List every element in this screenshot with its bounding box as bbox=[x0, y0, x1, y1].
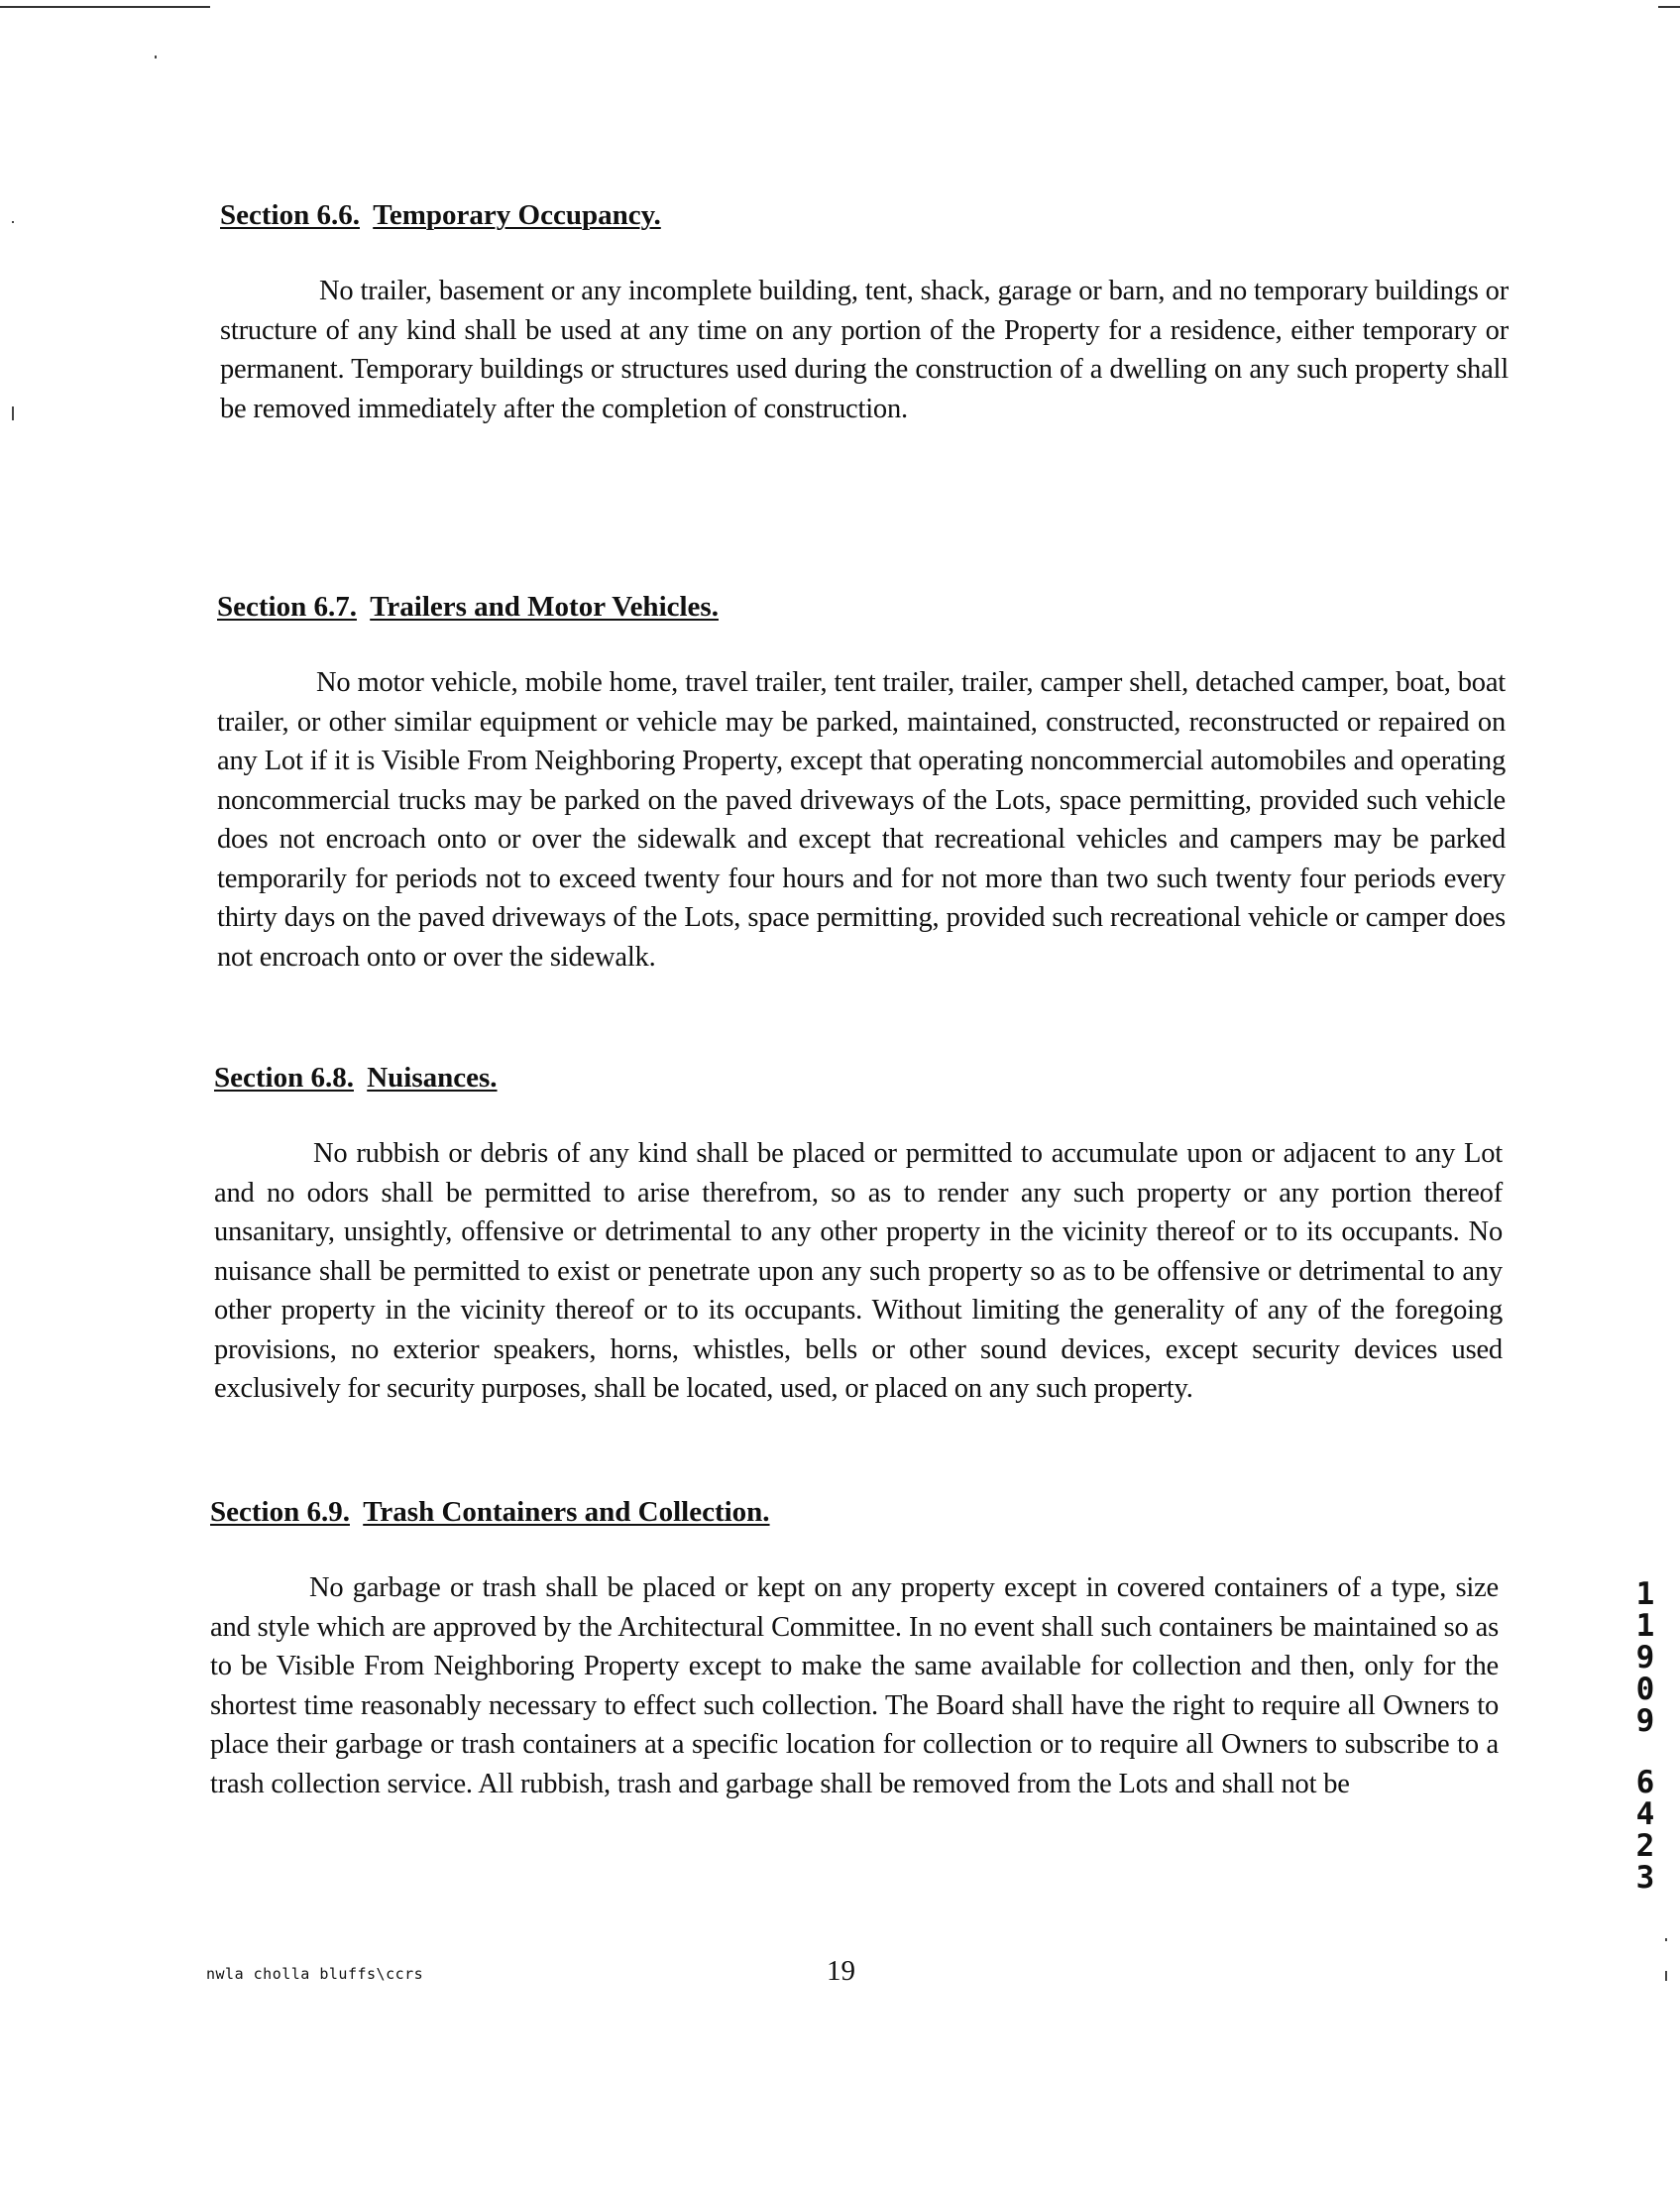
scan-speck bbox=[1665, 1938, 1667, 1941]
section-number: Section 6.7. bbox=[217, 591, 357, 623]
section-number: Section 6.6. bbox=[220, 199, 360, 231]
section-body: No motor vehicle, mobile home, travel trailer, tent trailer, trailer, camper shell, detached camper, boat, boat trailer, or other similar equipment or vehicle may be parked, maintained, constructed, reconstructed or repaired on any Lot if it is Visible From Neighboring Property, except that operating noncommercial automobiles and operating noncommercial trucks may be parked on the paved driveways of the Lots, space permitting, provided such vehicle does not encroach onto or over the sidewalk and except that recreational vehicles and campers may be parked temporarily for periods not to exceed twenty four hours and for not more than two such twenty four periods every thirty days on the paved driveways of the Lots, space permitting, provided such recreational vehicle or camper does not encroach onto or over the sidewalk. bbox=[217, 667, 1506, 973]
stamp-digit: 9 bbox=[1635, 1703, 1655, 1739]
page-number: 19 bbox=[827, 1955, 855, 1987]
stamp-digit: 4 bbox=[1635, 1796, 1655, 1832]
section-body: No garbage or trash shall be placed or kept on any property except in covered containers of a type, size and style which are approved by the Architectural Committee. In no event shall such containers be maintained so as to be Visible From Neighboring Property except to make the same available for collection and then, only for the shortest time reasonably necessary to effect such collection. The Board shall have the right to require all Owners to place their garbage or trash containers at a specific location for collection or to require all Owners to subscribe to a trash collection service. All rubbish, trash and garbage shall be removed from the Lots and shall not be bbox=[210, 1572, 1499, 1799]
section-title: Temporary Occupancy. bbox=[373, 199, 661, 231]
section-title: Trash Containers and Collection. bbox=[363, 1496, 770, 1528]
section-heading bbox=[214, 1061, 1503, 1095]
stamp-digit: 2 bbox=[1635, 1828, 1655, 1864]
section-6-7 bbox=[217, 590, 1506, 977]
stamp-digit: 1 bbox=[1635, 1576, 1655, 1612]
section-heading bbox=[210, 1495, 1499, 1529]
section-number: Section 6.8. bbox=[214, 1062, 354, 1094]
scan-edge-rule bbox=[0, 6, 210, 8]
section-6-8 bbox=[214, 1061, 1503, 1409]
scan-edge-rule-right bbox=[1658, 6, 1680, 8]
stamp-digit: 1 bbox=[1635, 1608, 1655, 1644]
stamp-digit: 3 bbox=[1635, 1860, 1655, 1896]
stamp-gap bbox=[1625, 1737, 1665, 1767]
section-body: No trailer, basement or any incomplete building, tent, shack, garage or barn, and no temporary buildings or structure of any kind shall be used at any time on any portion of the Property for a residence, either temporary or permanent. Temporary buildings or structures used during the construction of a dwelling on any such property shall be removed immediately after the completion of construction. bbox=[220, 276, 1509, 424]
section-heading bbox=[217, 590, 1506, 624]
section-body: No rubbish or debris of any kind shall be placed or permitted to accumulate upon or adjacent to any Lot and no odors shall be permitted to arise therefrom, so as to render any such property or any portion thereof unsanitary, unsightly, offensive or detrimental to any other property in the vicinity thereof or to its occupants. No nuisance shall be permitted to exist or penetrate upon any such property so as to be offensive or detrimental to any other property in the vicinity thereof or to its occupants. Without limiting the generality of any of the foregoing provisions, no exterior speakers, horns, whistles, bells or other sound devices, except security devices used exclusively for security purposes, shall be located, used, or placed on any such property. bbox=[214, 1138, 1503, 1404]
section-number: Section 6.9. bbox=[210, 1496, 350, 1528]
stamp-digit: 6 bbox=[1635, 1765, 1655, 1800]
stamp-digit: 9 bbox=[1635, 1640, 1655, 1675]
footer-file-reference: nwla cholla bluffs\ccrs bbox=[206, 1965, 424, 1983]
section-heading bbox=[220, 198, 1509, 232]
recording-number-stamp bbox=[1625, 1578, 1665, 1894]
stamp-digit: 0 bbox=[1635, 1672, 1655, 1707]
section-title: Trailers and Motor Vehicles. bbox=[370, 591, 719, 623]
section-6-9 bbox=[210, 1495, 1499, 1803]
scan-speck bbox=[155, 56, 157, 58]
section-6-6 bbox=[220, 198, 1509, 428]
section-title: Nuisances. bbox=[367, 1062, 498, 1094]
scan-speck bbox=[1665, 1971, 1667, 1981]
scan-speck bbox=[12, 221, 14, 223]
scan-speck bbox=[12, 406, 14, 420]
